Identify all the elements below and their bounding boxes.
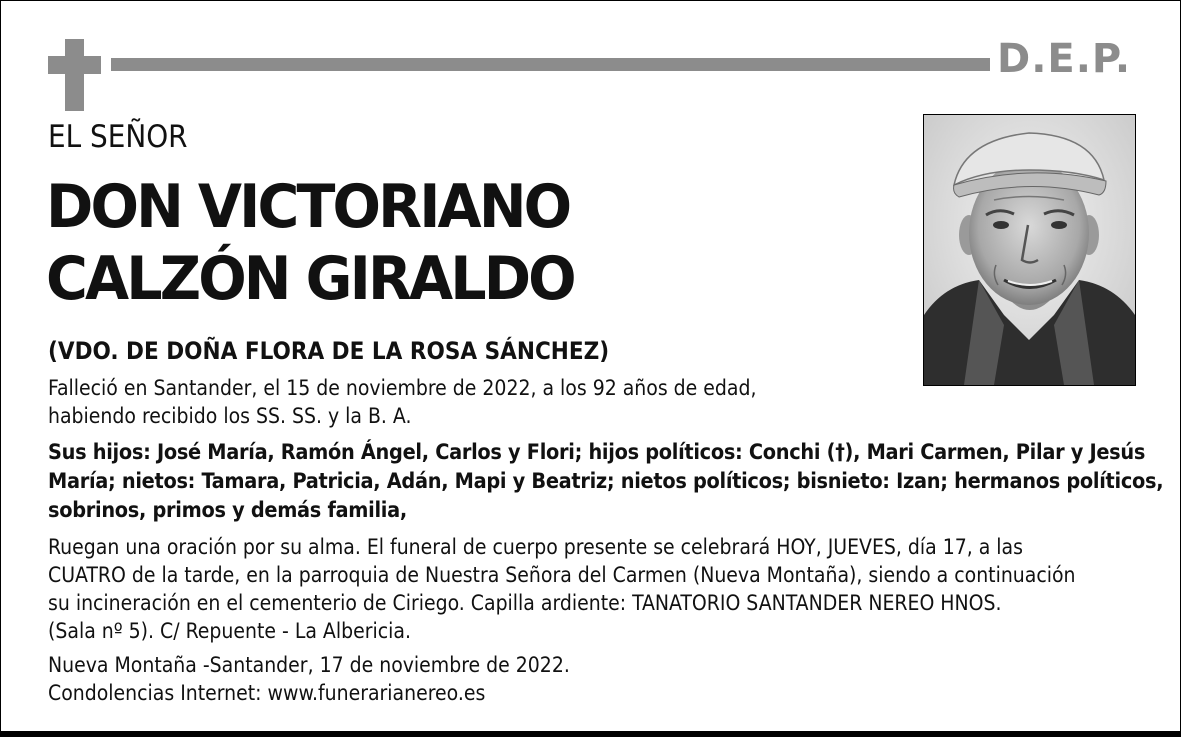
place-and-date [48, 651, 848, 707]
funeral-details [48, 533, 1148, 645]
death-line-1: Falleció en Santander, el 15 de noviembre de 2022, a los 92 años de edad, [48, 376, 757, 400]
header-rule [111, 58, 990, 71]
deceased-name [46, 171, 574, 315]
name-line-1: DON VICTORIANO [46, 172, 570, 242]
widow-of: (VDO. DE DOÑA FLORA DE LA ROSA SÁNCHEZ) [48, 337, 610, 365]
funeral-line-4: (Sala nº 5). C/ Repuente - La Albericia. [48, 619, 411, 643]
cross-vertical-bar [65, 39, 84, 111]
funeral-line-1: Ruegan una oración por su alma. El funeral de cuerpo presente se celebrará HOY, JUEVES, día 17, a las [48, 535, 1023, 559]
funeral-line-2: CUATRO de la tarde, en la parroquia de Nuestra Señora del Carmen (Nueva Montaña), siendo a continuación [48, 563, 1076, 587]
cross-horizontal-bar [48, 56, 101, 74]
title-prefix: EL SEÑOR [48, 119, 188, 155]
family-line-2: María; nietos: Tamara, Patricia, Adán, Mapi y Beatriz; nietos políticos; bisnieto: Izan; hermanos políticos, [48, 469, 1164, 494]
portrait-photo [923, 114, 1136, 386]
family-line-3: sobrinos, primos y demás familia, [48, 498, 407, 523]
portrait-illustration [924, 115, 1135, 385]
death-line-2: habiendo recibido los SS. SS. y la B. A. [48, 404, 412, 428]
condolences-line: Condolencias Internet: www.funerarianereo.es [48, 681, 486, 705]
dep-label: D.E.P. [997, 36, 1132, 82]
name-line-2: CALZÓN GIRALDO [46, 244, 574, 314]
funeral-line-3: su incineración en el cementerio de Ciriego. Capilla ardiente: TANATORIO SANTANDER NEREO HNOS. [48, 591, 1002, 615]
death-announcement [48, 374, 828, 430]
family-line-1: Sus hijos: José María, Ramón Ángel, Carlos y Flori; hijos políticos: Conchi (†), Mari Carmen, Pilar y Jesús [48, 440, 1146, 465]
place-date-line: Nueva Montaña -Santander, 17 de noviembre de 2022. [48, 653, 570, 677]
family-list [48, 438, 1164, 525]
